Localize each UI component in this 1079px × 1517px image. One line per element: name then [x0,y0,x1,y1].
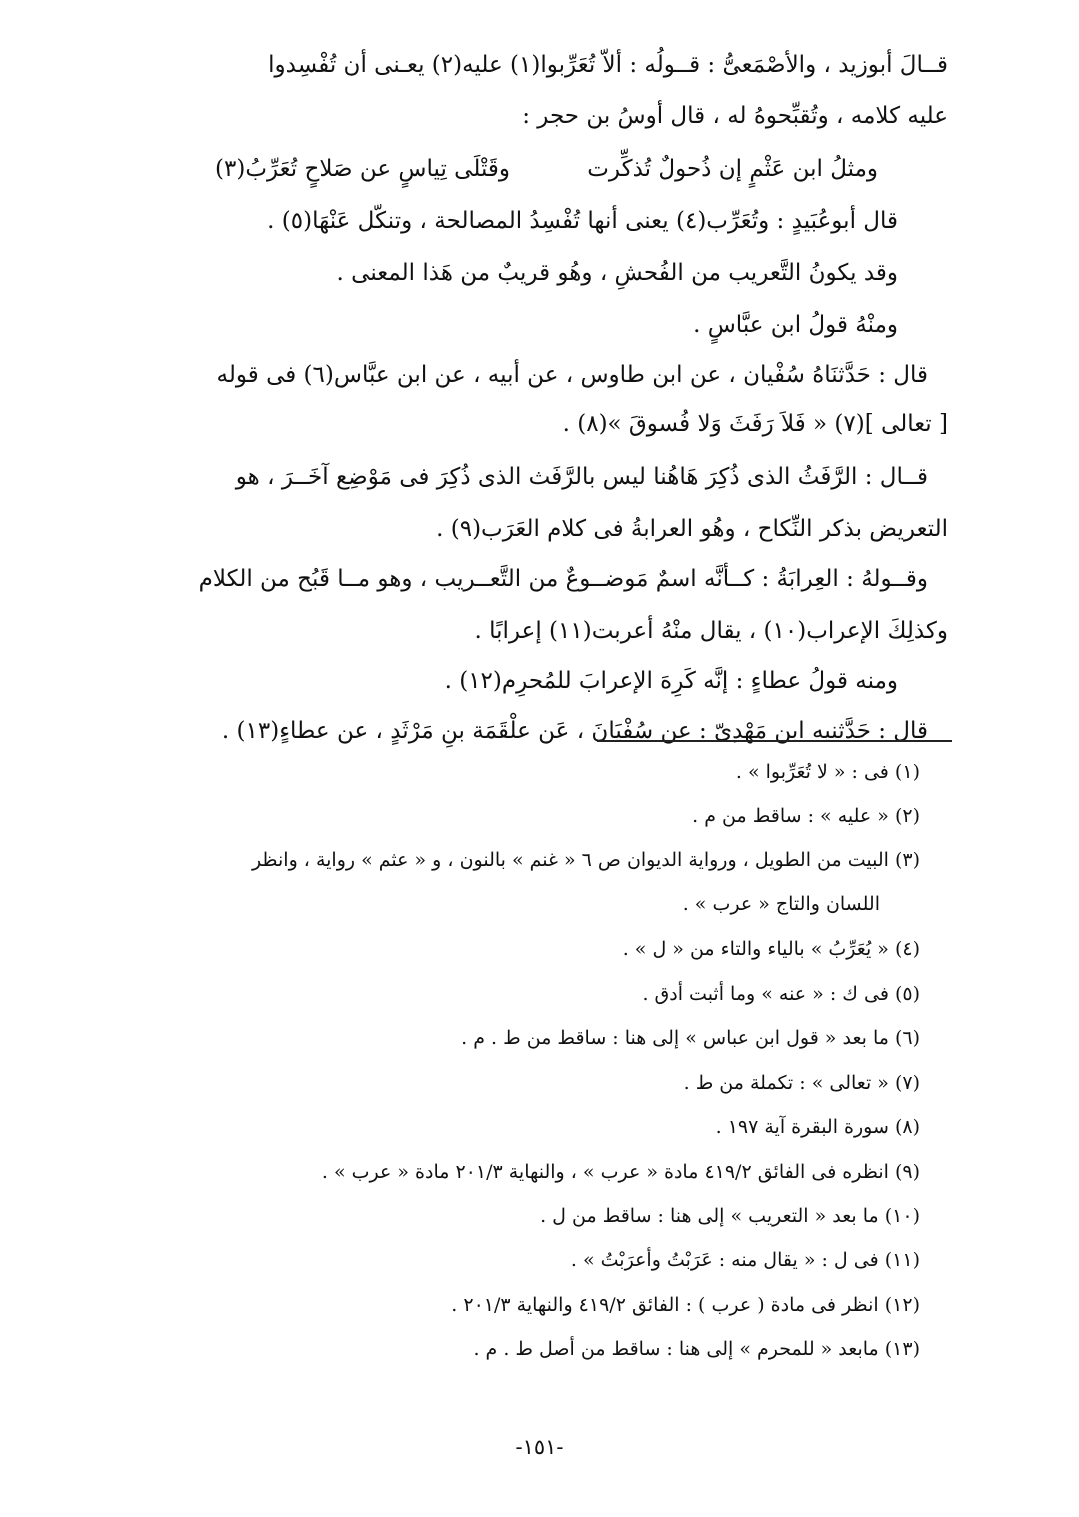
body-line-2: عليه كلامه ، وتُقبِّحوهُ له ، قال أوسُ بن حجر : [522,103,948,129]
body-line-11: وكذلِكَ الإعراب(١٠) ، يقال منْهُ أعربت(١١) إعرابًا . [474,618,948,644]
footnote-11: (١١) فى ل : « يقال منه : عَرَبْتُ وأعرَبْتُ » . [570,1249,920,1271]
verse [215,150,878,190]
body-line-4: وقد يكونُ التَّعريب من الفُحشِ ، وهُو قريبٌ من هَذا المعنى . [336,260,898,286]
footnote-9: (٩) انظره فى الفائق ٤١٩/٢ مادة « عرب » ، والنهاية ٢٠١/٣ مادة « عرب » . [321,1161,920,1183]
footnote-separator [597,740,952,742]
verse-second-hemistich: وقَتْلَى تِياسٍ عن صَلاحٍ تُعَرِّبُ(٣) [215,156,510,182]
footnote-3-continued: اللسان والتاج « عرب » . [682,893,880,915]
body-line-12: ومنه قولُ عطاءٍ : إنَّه كَرِهَ الإعرابَ للمُحرِم(١٢) . [444,668,898,694]
body-line-13: قال : حَدَّثنيه ابن مَهْدِىّ : عن سُفْيَانَ ، عَن علْقَمَة بنِ مَرْثَدٍ ، عن عطاءٍ(١٣) . [221,718,928,744]
body-line-5: ومنْهُ قولُ ابن عبَّاسٍ . [693,312,898,338]
footnote-1: (١) فى : « لا تُعَرِّبوا » . [735,761,920,783]
footnote-5: (٥) فى ك : « عنه » وما أثبت أدق . [642,983,920,1005]
body-line-6: قال : حَدَّثنَاهُ سُفْيان ، عن ابن طاوس ، عن أبيه ، عن ابن عبَّاس(٦) فى قوله [216,362,928,388]
footnote-3: (٣) البيت من الطويل ، ورواية الديوان ص ٦ « غنم » بالنون ، و « عثم » رواية ، وانظر [251,849,920,871]
footnote-2: (٢) « عليه » : ساقط من م . [692,805,920,827]
body-line-10: وقــولهُ : العِرابَةُ : كــأنَّه اسمٌ مَوضــوعٌ من التَّعــريب ، وهو مــا قَبُح من الكلام [198,566,928,592]
body-line-7: [ تعالى ](٧) « فَلاَ رَفَثَ وَلا فُسوقَ »(٨) . [562,411,948,437]
body-line-1: قــالَ أبوزيد ، والأصْمَعىُّ : قــولُه : ألاّ تُعَرِّبوا(١) عليه(٢) يعـنى أن تُفْسِدوا [268,52,948,78]
body-line-3: قال أبوعُبَيدٍ : وتُعَرِّب(٤) يعنى أنها تُفْسِدُ المصالحة ، وتنكّل عَنْهَا(٥) . [267,208,898,234]
page-number: -١٥١- [515,1435,564,1459]
footnote-4: (٤) « يُعَرِّبُ » بالياء والتاء من « ل » . [622,938,920,960]
footnote-10: (١٠) ما بعد « التعريب » إلى هنا : ساقط من ل . [540,1205,920,1227]
footnote-7: (٧) « تعالى » : تكملة من ط . [683,1072,920,1094]
body-line-9: التعريض بذكر النِّكاح ، وهُو العرابةُ فى كلام العَرَب(٩) . [436,516,948,542]
footnote-12: (١٢) انظر فى مادة ( عرب ) : الفائق ٤١٩/٢ والنهاية ٢٠١/٣ . [451,1294,920,1316]
verse-first-hemistich: ومثلُ ابن عَثْمٍ إن ذُحولٌ تُذكِّرت [587,156,878,182]
body-line-8: قــال : الرَّفَثُ الذى ذُكِرَ هَاهُنا ليس بالرَّفَث الذى ذُكِرَ فى مَوْضِع آخَــرَ ، هو [235,464,928,490]
footnote-6: (٦) ما بعد « قول ابن عباس » إلى هنا : ساقط من ط . م . [461,1027,920,1049]
footnote-8: (٨) سورة البقرة آية ١٩٧ . [715,1116,920,1138]
footnote-13: (١٣) مابعد « للمحرم » إلى هنا : ساقط من أصل ط . م . [473,1338,920,1360]
